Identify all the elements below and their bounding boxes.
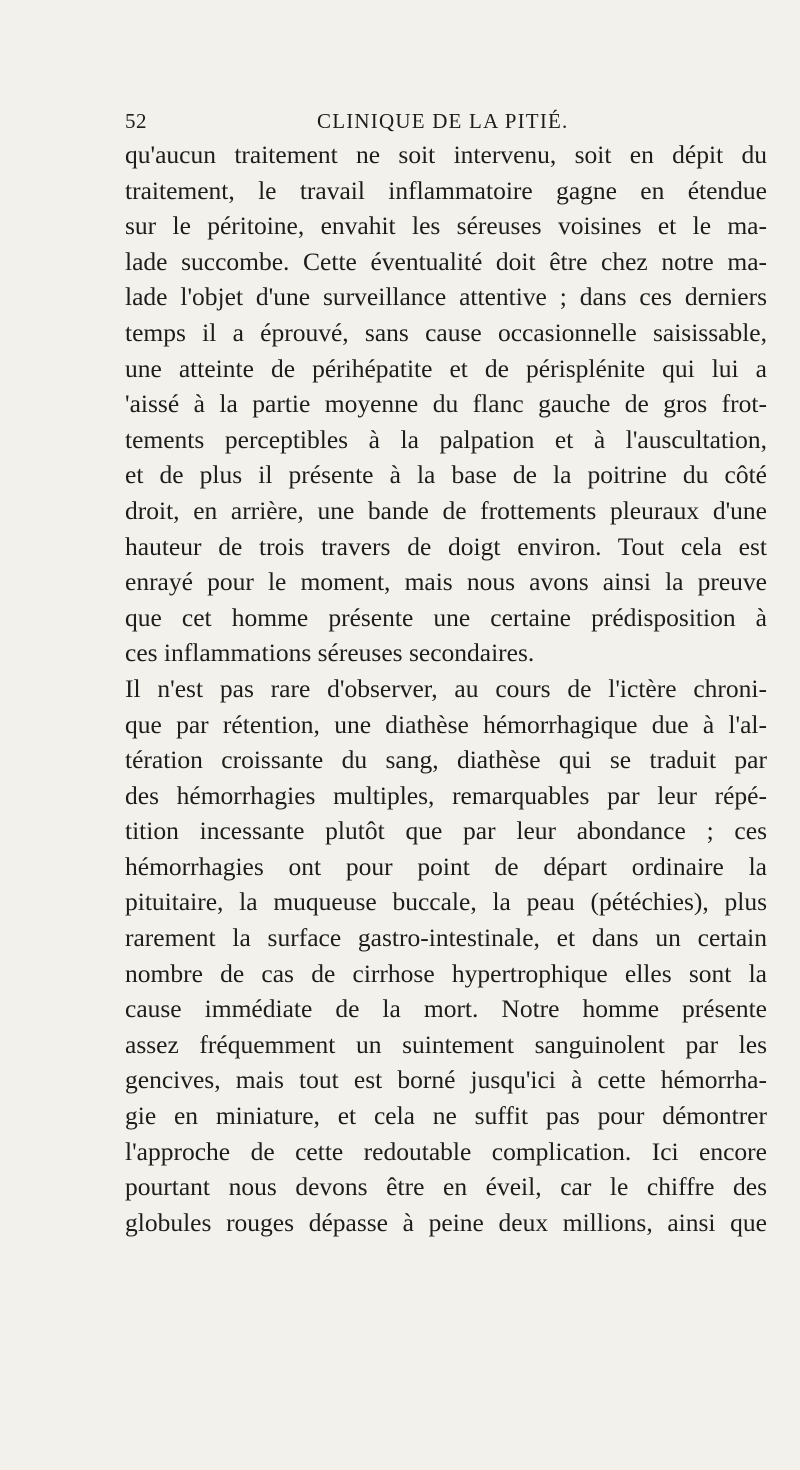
text-line: tération croissante du sang, diathèse qui se traduit par [125,745,767,775]
text-line: temps il a éprouvé, sans cause occasionnelle saisissable, [125,317,767,347]
text-line: globules rouges dépasse à peine deux millions, ainsi que [125,1207,767,1237]
text-line: et de plus il présente à la base de la poitrine du côté [125,460,767,490]
text-line: nombre de cas de cirrhose hypertrophique elles sont la [125,958,767,988]
text-line: gencives, mais tout est borné jusqu'ici à cette hémorrha- [125,1065,767,1095]
body-text [125,137,767,1240]
text-line: pituitaire, la muqueuse buccale, la peau (pétéchies), plus [125,887,767,917]
text-line: l'approche de cette redoutable complication. Ici encore [125,1136,767,1166]
running-title: CLINIQUE DE LA PITIÉ. [317,109,569,133]
text-line: enrayé pour le moment, mais nous avons ainsi la preuve [125,567,767,597]
text-line: tements perceptibles à la palpation et à l'auscultation, [125,424,767,454]
text-line: qu'aucun traitement ne soit intervenu, soit en dépit du [125,140,767,169]
text-line: hémorrhagies ont pour point de départ ordinaire la [125,851,767,881]
text-line: des hémorrhagies multiples, remarquables par leur répé- [125,780,767,810]
text-line: traitement, le travail inflammatoire gagne en étendue [125,175,767,205]
text-line: Il n'est pas rare d'observer, au cours de l'ictère chroni- [125,673,767,703]
text-line: pourtant nous devons être en éveil, car le chiffre des [125,1172,767,1202]
paragraph-end-line: ces inflammations séreuses secondaires. [125,638,535,668]
text-line: tition incessante plutôt que par leur abondance ; ces [125,816,767,846]
text-line: droit, en arrière, une bande de frottements pleuraux d'une [125,495,767,525]
running-head [125,106,765,136]
text-line: cause immédiate de la mort. Notre homme présente [125,994,767,1024]
text-line: assez fréquemment un suintement sanguinolent par les [125,1029,767,1059]
text-line: sur le péritoine, envahit les séreuses voisines et le ma- [125,211,767,241]
page-number: 52 [125,109,147,133]
text-line: hauteur de trois travers de doigt environ. Tout cela est [125,531,767,561]
text-line: lade succombe. Cette éventualité doit être chez notre ma- [125,246,767,276]
text-line: que par rétention, une diathèse hémorrhagique due à l'al- [125,709,767,739]
text-line: une atteinte de périhépatite et de périsplénite qui lui a [125,353,767,383]
text-line: lade l'objet d'une surveillance attentive ; dans ces derniers [125,282,767,312]
text-line: 'aissé à la partie moyenne du flanc gauche de gros frot- [125,389,767,419]
text-line: gie en miniature, et cela ne suffit pas pour démontrer [125,1101,767,1131]
text-line: que cet homme présente une certaine prédisposition à [125,602,767,632]
text-line: rarement la surface gastro-intestinale, et dans un certain [125,923,767,953]
